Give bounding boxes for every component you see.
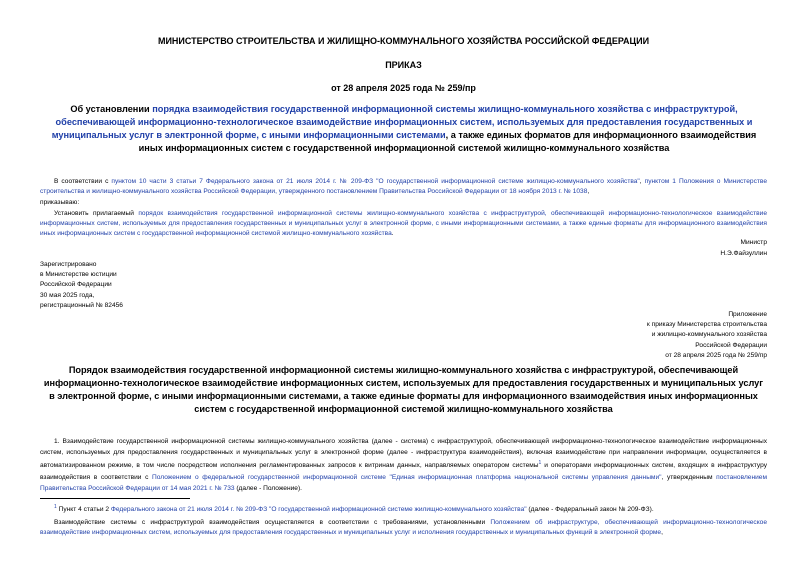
- minister-name: Н.Э.Файзуллин: [720, 250, 767, 257]
- doc-type-heading: ПРИКАЗ: [385, 60, 422, 70]
- footnote-divider: [40, 498, 190, 499]
- registration-line: 30 мая 2025 года,: [40, 291, 95, 299]
- registration-line: регистрационный № 82456: [40, 301, 123, 309]
- ministry-heading: МИНИСТЕРСТВО СТРОИТЕЛЬСТВА И ЖИЛИЩНО-КОММУНАЛЬНОГО ХОЗЯЙСТВА РОССИЙСКОЙ ФЕДЕРАЦИИ: [157, 36, 650, 46]
- footnote: [54, 502, 767, 515]
- appendix-line: и жилищно-коммунального хозяйства: [651, 331, 767, 339]
- procedure-link[interactable]: порядок взаимодействия государственной информационной системы жилищно-коммунального хозяйства с инфраструктурой, обеспечивающей информационно-технологическое взаимодействие информационных систем, используемых для предоставления государственных и муниципальных услуг в электронной форме, с иными информационными системами, а также единые форматы для информационного взаимодействия иных информационных систем с государственной информационной системой жилищно-коммунального хозяйства: [40, 210, 767, 238]
- government-decree-733-link[interactable]: постановлением Правительства Российской Федерации от 14 мая 2021 г. № 733: [40, 473, 767, 492]
- minister-position: Министр: [740, 239, 767, 246]
- footnote-text-a: Пункт 4 статьи 2: [56, 506, 111, 514]
- preamble-paragraph: [40, 177, 767, 197]
- item-2-text-b: ,: [661, 529, 663, 537]
- item-1-text-b: и операторами информационных систем, входящих в инфраструктуру взаимодействия в соответствии с: [40, 462, 767, 481]
- ministry-regulation-link[interactable]: пунктом 1 Положения о Министерстве строительства и жилищно-коммунального хозяйства Российской Федерации, утвержденного постановлением Правительства Российской Федерации от 18 ноября 2013 г. № 1038: [40, 178, 767, 196]
- item-1-text-a: 1. Взаимодействие государственной информационной системы жилищно-коммунального хозяйства (далее - система) с инфраструктурой, обеспечивающей информационно-технологическое взаимодействие информационных систем, используемых для предоставления государственных и муниципальных услуг в электронной форме (далее - инфраструктура взаимодействия), включая взаимодействие при направлении информации, осуществляется в автоматизированном режиме, в том числе посредством исполнения регламентированных запросов к витринам данных, направляемых оператором системы: [40, 438, 767, 470]
- appendix-line: к приказу Министерства строительства: [646, 321, 767, 329]
- footnote-number: 1: [54, 504, 57, 510]
- preamble-text-a: В соответствии с: [54, 178, 112, 185]
- infrastructure-regulation-link[interactable]: Положением об инфраструктуре, обеспечивающей информационно-технологическое взаимодействие информационных систем, используемых для предоставления государственных и муниципальных услуг и исполнения государственных и муниципальных функций в электронной форме: [40, 519, 768, 537]
- registration-line: Российской Федерации: [40, 281, 112, 289]
- establish-paragraph: [40, 209, 767, 240]
- order-directive: приказываю:: [40, 199, 80, 206]
- item-1-text-c: , утвержденным: [661, 473, 717, 481]
- item-2-paragraph: [40, 518, 767, 538]
- section-title: Порядок взаимодействия государственной информационной системы жилищно-коммунального хозяйства с инфраструктурой, обеспечивающей информационно-технологическое взаимодействие информационных систем, используемых для предоставления государственных и муниципальных услуг в электронной форме, с иными информационными системами, а также единые форматы для информационного взаимодействия иных информационных систем с государственной информационной системой жилищно-коммунального хозяйства: [43, 365, 764, 414]
- registration-block: [40, 260, 123, 311]
- appendix-line: от 28 апреля 2025 года № 259/пр: [665, 351, 767, 359]
- preamble-text-c: ,: [587, 188, 590, 196]
- footnote-ref[interactable]: 1: [538, 460, 542, 467]
- order-title: [44, 103, 764, 155]
- law-209fz-link[interactable]: пунктом 10 части 3 статьи 7 Федерального закона от 21 июля 2014 г. № 209-ФЗ "О государственной информационной системе жилищно-коммунального хозяйства": [111, 178, 640, 185]
- appendix-line: Приложение: [728, 311, 767, 318]
- footnote-text-b: (далее - Федеральный закон № 209-ФЗ).: [526, 506, 654, 514]
- registration-line: Зарегистрировано: [40, 261, 97, 268]
- footnote-law-link[interactable]: Федерального закона от 21 июля 2014 г. № 209-ФЗ "О государственной информационной системе жилищно-коммунального хозяйства": [110, 506, 527, 514]
- nsud-regulation-link[interactable]: Положением о федеральной государственной информационной системе "Единая информационная платформа национальной системы управления данными": [152, 473, 662, 481]
- appendix-line: Российской Федерации: [695, 341, 767, 349]
- order-title-prefix: Об установлении: [70, 104, 153, 114]
- item-1-text-d: (далее - Положение).: [234, 485, 302, 492]
- order-date-number: от 28 апреля 2025 года № 259/пр: [331, 83, 476, 93]
- preamble-text-b: ,: [639, 178, 645, 185]
- item-2-text-a: Взаимодействие системы с инфраструктурой взаимодействия осуществляется в соответствии с требованиями, установленными: [54, 519, 491, 526]
- appendix-block: [647, 310, 767, 361]
- establish-text-a: Установить прилагаемый: [54, 210, 139, 217]
- registration-line: в Министерстве юстиции: [40, 271, 117, 279]
- establish-text-b: .: [391, 230, 394, 238]
- item-1-paragraph: [40, 436, 767, 494]
- order-title-suffix: , а также единых форматов для информационного взаимодействия иных информационных систем с государственной информационной системой жилищно-коммунального хозяйства: [138, 130, 757, 153]
- order-title-link[interactable]: порядка взаимодействия государственной информационной системы жилищно-коммунального хозяйства с инфраструктурой, обеспечивающей информационно-технологическое взаимодействие информационных систем, используемых для предоставления государственных и муниципальных услуг в электронной форме, с иными информационными системами: [51, 104, 753, 140]
